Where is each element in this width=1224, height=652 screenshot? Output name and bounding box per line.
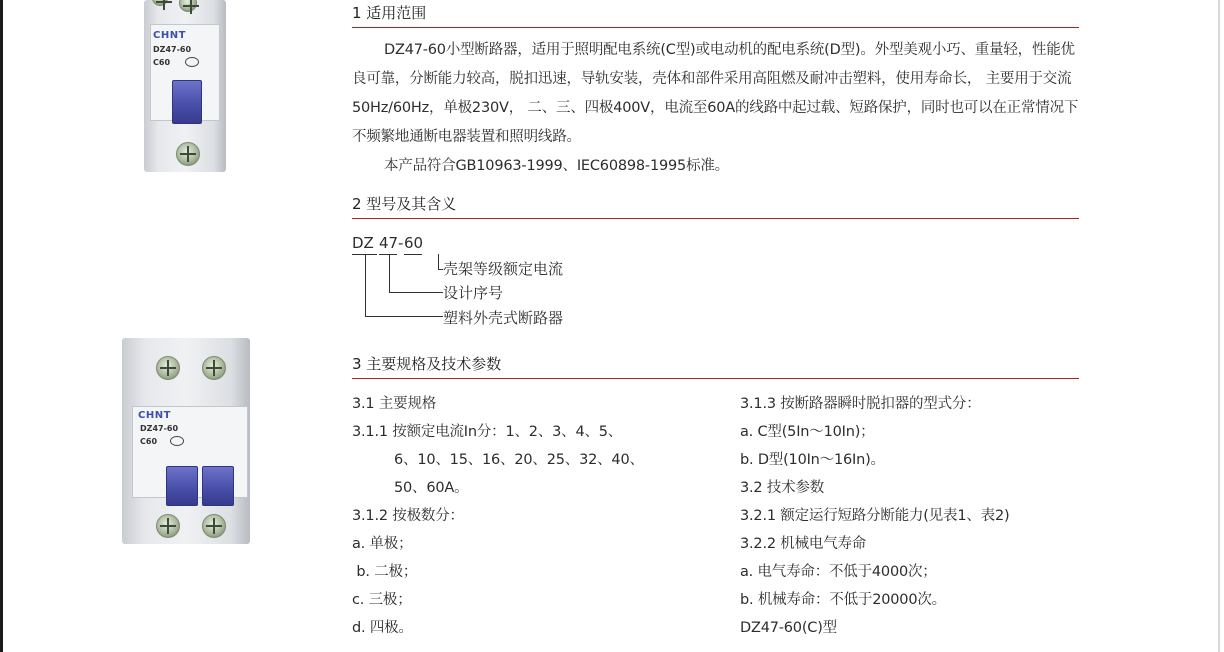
- meaning-design-number: 设计序号: [443, 284, 504, 302]
- spec-line: 3.1 主要规格: [352, 396, 437, 412]
- breaker-brand: CHNT: [153, 30, 186, 41]
- section-heading-model: 2 型号及其含义: [352, 193, 1079, 219]
- spec-line: 3.1.2 按极数分：: [352, 508, 464, 524]
- spec-line: 3.1.1 按额定电流In分：1、2、3、4、5、: [352, 424, 623, 440]
- certification-icon: [170, 436, 184, 446]
- meaning-frame-current: 壳架等级额定电流: [443, 260, 564, 278]
- breaker-model: DZ47-60: [153, 45, 192, 54]
- spec-line: b. 机械寿命：不低于20000次。: [740, 592, 946, 608]
- spec-line: 3.2.2 机械电气寿命: [740, 536, 867, 552]
- scope-paragraphs: [352, 36, 1082, 181]
- model-code-separator: -: [398, 234, 404, 252]
- terminal-screw-icon: [156, 356, 180, 380]
- single-pole-breaker-image: [140, 0, 230, 172]
- terminal-screw-icon: [202, 356, 226, 380]
- model-code-prefix: DZ: [352, 234, 374, 252]
- spec-line: 3.2.1 额定运行短路分断能力(见表1、表2): [740, 508, 1010, 524]
- breaker-brand: CHNT: [138, 410, 171, 421]
- section-heading-scope: 1 适用范围: [352, 2, 1079, 28]
- spec-line: b. D型(10In～16In)。: [740, 452, 885, 468]
- section-heading-specs: 3 主要规格及技术参数: [352, 353, 1079, 379]
- scope-description: DZ47-60小型断路器，适用于照明配电系统(C型)或电动机的配电系统(D型)。外型美观小巧、重量轻，性能优良可靠，分断能力较高，脱扣迅速，导轨安装，壳体和部件采用高阻燃及耐冲击塑料，使用寿命长， 主要用于交流50Hz/60Hz，单极230V， 二、三、四极400V，电流至60A的线路中起过载、短路保护，同时也可以在正常情况下不频繁地通断电器装置和照明线路。: [352, 42, 1079, 145]
- certification-icon: [185, 57, 199, 67]
- model-code-diagram: [352, 232, 652, 332]
- standards-note: 本产品符合GB10963-1999、IEC60898-1995标准。: [384, 158, 729, 174]
- breaker-rating: C60: [153, 58, 171, 67]
- breaker-lever: [172, 80, 202, 124]
- spec-line: 3.1.3 按断路器瞬时脱扣器的型式分：: [740, 396, 981, 412]
- spec-line: a. C型(5In～10In)；: [740, 424, 875, 440]
- spec-line: c. 三极；: [352, 592, 412, 608]
- page-left-border: [0, 0, 3, 652]
- terminal-screw-icon: [202, 514, 226, 538]
- breaker-rating: C60: [140, 437, 158, 446]
- terminal-screw-icon: [156, 514, 180, 538]
- spec-line: d. 四极。: [352, 620, 413, 636]
- spec-line: 50、60A。: [394, 480, 469, 496]
- specs-left-column: [352, 390, 644, 642]
- terminal-screw-icon: [176, 142, 200, 166]
- spec-line: b. 二极；: [352, 564, 418, 580]
- breaker-lever: [202, 466, 234, 506]
- spec-line: 3.2 技术参数: [740, 480, 825, 496]
- model-code-series: 47: [379, 234, 399, 252]
- specs-right-column: [740, 390, 1009, 642]
- breaker-model: DZ47-60: [140, 424, 179, 433]
- breaker-lever: [166, 466, 198, 506]
- spec-line: a. 电气寿命：不低于4000次；: [740, 564, 937, 580]
- spec-line: 6、10、15、16、20、25、32、40、: [394, 452, 644, 468]
- model-code-current: 60: [404, 234, 424, 252]
- meaning-case-type: 塑料外壳式断路器: [443, 309, 564, 327]
- spec-line: a. 单极；: [352, 536, 413, 552]
- page-right-border: [1218, 0, 1220, 652]
- spec-line: DZ47-60(C)型: [740, 620, 837, 636]
- two-pole-breaker-image: [122, 338, 252, 544]
